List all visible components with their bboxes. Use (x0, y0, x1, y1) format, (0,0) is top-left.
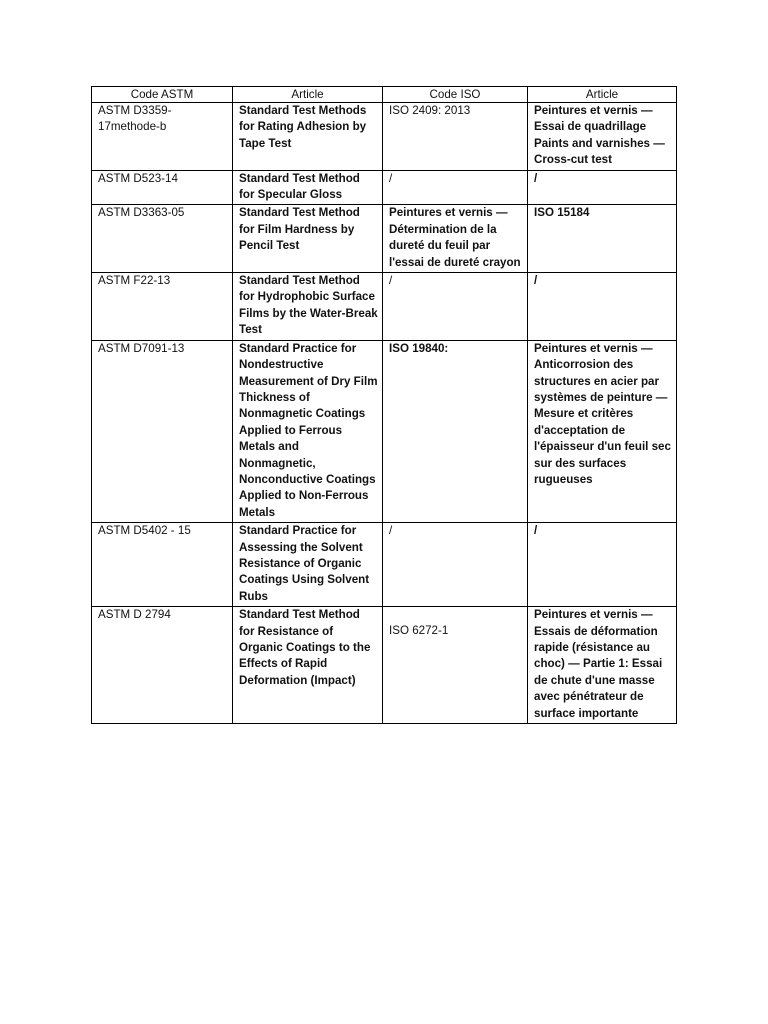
table-row (92, 103, 677, 171)
cell-code-iso: ISO 19840: (383, 340, 528, 522)
cell-code-astm: ASTM D7091-13 (92, 340, 233, 522)
cell-code-astm: ASTM D 2794 (92, 607, 233, 724)
cell-article: Standard Test Method for Specular Gloss (233, 170, 383, 205)
cell-article: Standard Practice for Nondestructive Measurement of Dry Film Thickness of Nonmagnetic Coatings Applied to Ferrous Metals and Nonmagnetic, Nonconductive Coatings Applied to Non-Ferrous Metals (233, 340, 383, 522)
cell-code-iso-text: ISO 6272-1 (389, 624, 449, 638)
cell-article: Standard Test Method for Film Hardness by Pencil Test (233, 205, 383, 273)
cell-code-astm: ASTM D523-14 (92, 170, 233, 205)
cell-article: Standard Test Method for Hydrophobic Surface Films by the Water-Break Test (233, 273, 383, 341)
header-code-astm: Code ASTM (92, 87, 233, 103)
cell-article: Standard Test Methods for Rating Adhesion by Tape Test (233, 103, 383, 171)
cell-code-iso: / (383, 170, 528, 205)
table-row (92, 607, 677, 724)
cell-article-iso: Peintures et vernis — Essai de quadrillage Paints and varnishes — Cross-cut test (528, 103, 677, 171)
cell-article-iso: / (528, 170, 677, 205)
cell-code-iso: / (383, 523, 528, 607)
header-article: Article (233, 87, 383, 103)
cell-code-astm: ASTM D3363-05 (92, 205, 233, 273)
cell-article: Standard Test Method for Resistance of Organic Coatings to the Effects of Rapid Deformation (Impact) (233, 607, 383, 724)
table-row (92, 170, 677, 205)
header-code-iso: Code ISO (383, 87, 528, 103)
table-row (92, 523, 677, 607)
header-article-iso: Article (528, 87, 677, 103)
cell-article-iso: / (528, 273, 677, 341)
cell-article: Standard Practice for Assessing the Solvent Resistance of Organic Coatings Using Solvent Rubs (233, 523, 383, 607)
astm-iso-table (91, 86, 677, 724)
cell-code-iso: Peintures et vernis — Détermination de la dureté du feuil par l'essai de dureté crayon (383, 205, 528, 273)
cell-code-astm: ASTM D3359-17methode-b (92, 103, 233, 171)
table-row (92, 340, 677, 522)
cell-code-astm: ASTM F22-13 (92, 273, 233, 341)
cell-article-iso: ISO 15184 (528, 205, 677, 273)
cell-code-iso: / (383, 273, 528, 341)
cell-article-iso: / (528, 523, 677, 607)
table-row (92, 273, 677, 341)
cell-code-iso (383, 607, 528, 724)
cell-article-iso: Peintures et vernis — Anticorrosion des structures en acier par systèmes de peinture — Mesure et critères d'acceptation de l'épaisseur d'un feuil sec sur des surfaces rugueuses (528, 340, 677, 522)
cell-code-iso: ISO 2409: 2013 (383, 103, 528, 171)
cell-code-astm: ASTM D5402 - 15 (92, 523, 233, 607)
table-row (92, 205, 677, 273)
cell-article-iso: Peintures et vernis — Essais de déformation rapide (résistance au choc) — Partie 1: Essai de chute d'une masse avec pénétrateur de surface importante (528, 607, 677, 724)
table-header-row (92, 87, 677, 103)
